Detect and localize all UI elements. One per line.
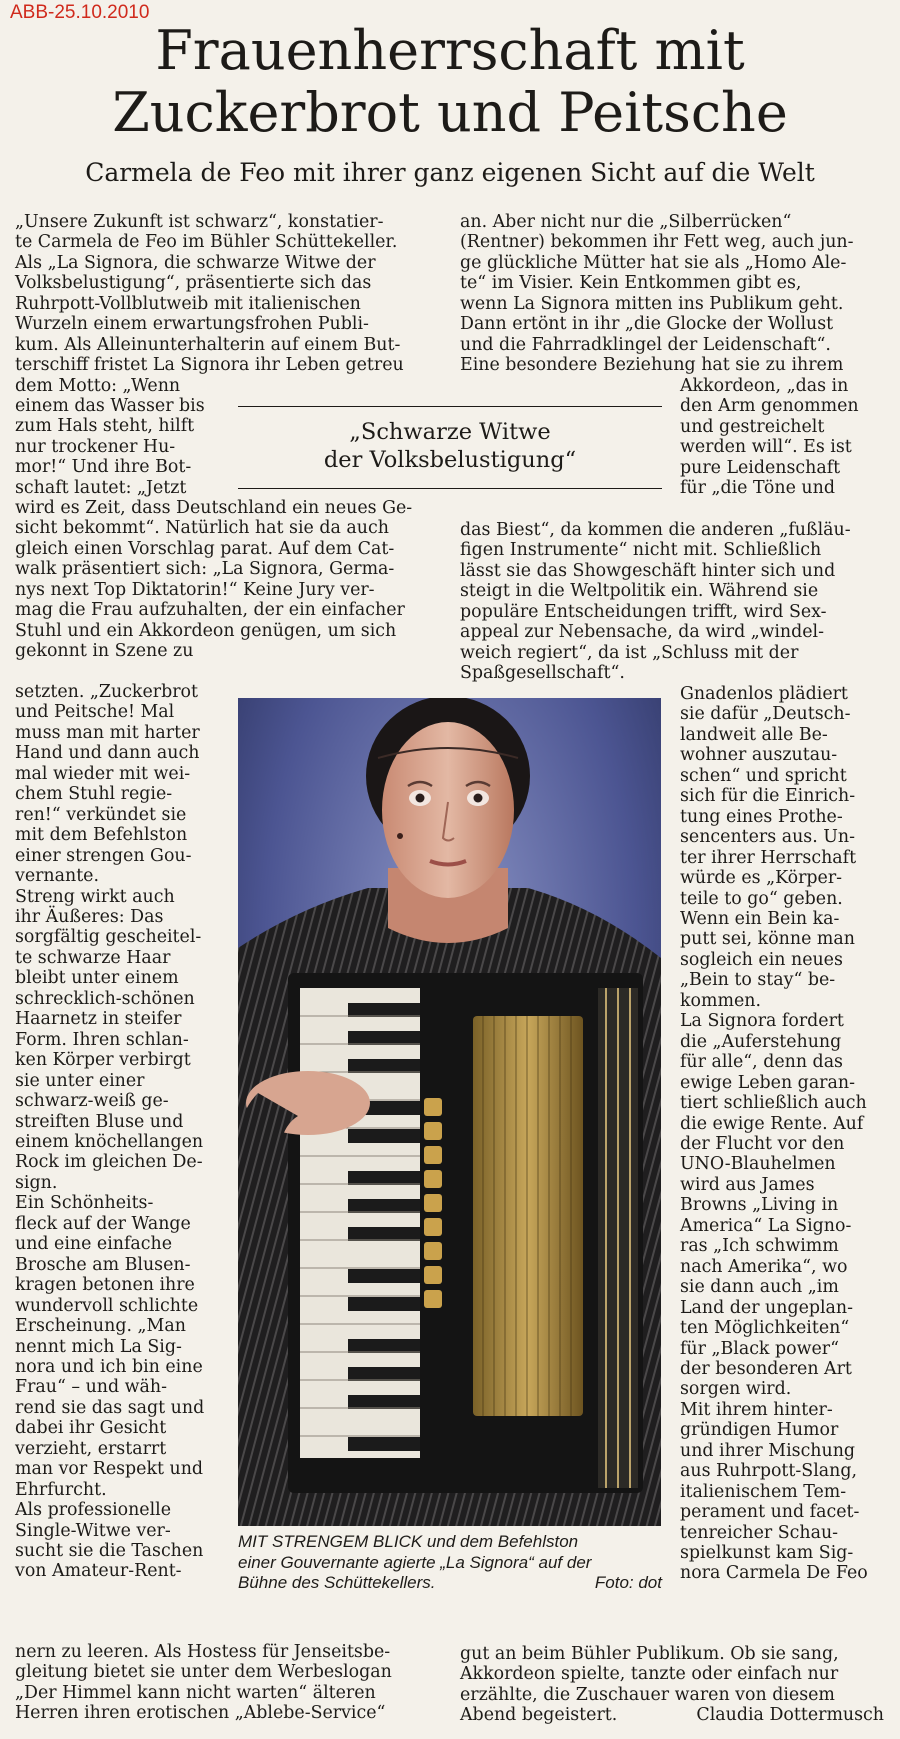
right-column-narrow-1: Akkordeon, „das in den Arm genommen und gestreichelt werden will“. Es ist pure Leidenschaft für „die Töne und	[680, 376, 859, 499]
right-column-wide: das Biest“, da kommen die anderen „fußläu- figen Instrumente“ nicht mit. Schließlich lässt sie das Showgeschäft hinter sich und steigt in die Weltpolitik ein. Während sie populäre Entscheidungen trifft, wird Sex- appeal zur Nebensache, da wird „windel- weich regiert“, da ist „Schluss mit der Spaßgesellschaft“.	[460, 520, 851, 684]
headline-line-1: Frauenherrschaft mit	[155, 19, 745, 82]
caption-line-1: MIT STRENGEM BLICK und dem Befehlston	[238, 1532, 579, 1551]
caption-line-2: einer Gouvernante agierte „La Signora“ auf der	[238, 1552, 592, 1572]
headline	[0, 20, 900, 144]
pullquote-rule-bottom	[238, 488, 662, 489]
left-column-wide: wird es Zeit, dass Deutschland ein neues Ge- sicht bekommt“. Natürlich hat sie da auch gleich einen Vorschlag parat. Auf dem Cat- walk präsentiert sich: „La Signora, Germa- nys next Top Diktatorin!“ Keine Jury ver- mag die Frau aufzuhalten, der ein einfacher Stuhl und ein Akkordeon genügen, um sich gekonnt in Szene zu	[15, 498, 413, 662]
right-column-narrow-2: Gnadenlos plädiert sie dafür „Deutsch- landweit alle Be- wohner auszutau- schen“ und spricht sich für die Einrich- tung eines Prothe- sencenters aus. Un- ter ihrer Herrschaft würde es „Körper- teile to go“ geben. Wenn ein Bein ka- putt sei, könne man sogleich ein neues „Bein to stay“ be- kommen. La Signora fordert die „Auferstehung für alle“, denn das ewige Leben garan- tiert schließlich auch die ewige Rente. Auf der Flucht vor den UNO-Blauhelmen wird aus James Browns „Living in America“ La Signo- ras „Ich schwimm nach Amerika“, wo sie dann auch „im Land der ungeplan- ten Möglichkeiten“ für „Black power“ der besonderen Art sorgen wird. Mit ihrem hinter- gründigen Humor und ihrer Mischung aus Ruhrpott-Slang, italienischem Tem- perament und facet- tenreicher Schau- spielkunst kam Sig- nora Carmela De Feo	[680, 684, 868, 1584]
pullquote-rule-top	[238, 406, 662, 407]
date-stamp: ABB-25.10.2010	[10, 2, 150, 23]
caption-line-3	[238, 1573, 662, 1594]
left-column-narrow-2: setzten. „Zuckerbrot und Peitsche! Mal muss man mit harter Hand und dann auch mal wieder mit wei- chem Stuhl regie- ren!“ verkündet sie mit dem Befehlston einer strengen Gou- vernante. Streng wirkt auch ihr Äußeres: Das sorgfältig gescheitel- te schwarze Haar bleibt unter einem schrecklich-schönen Haarnetz in steifer Form. Ihren schlan- ken Körper verbirgt sie unter einer schwarz-weiß ge- streiften Bluse und einem knöchellangen Rock im gleichen De- sign. Ein Schönheits- fleck auf der Wange und eine einfache Brosche am Blusen- kragen betonen ihre wundervoll schlichte Erscheinung. „Man nennt mich La Sig- nora und ich bin eine Frau“ – und wäh- rend sie das sagt und dabei ihr Gesicht verzieht, erstarrt man vor Respekt und Ehrfurcht. Als professionelle Single-Witwe ver- sucht sie die Taschen von Amateur-Rent-	[15, 682, 205, 1582]
right-column-top: an. Aber nicht nur die „Silberrücken“ (Rentner) bekommen ihr Fett weg, auch jun- ge glückliche Mütter hat sie als „Homo Ale- te“ im Visier. Kein Entkommen gibt es, wenn La Signora mitten ins Publikum geht. Dann ertönt in ihr „die Glocke der Wollust und die Fahrradklingel der Leidenschaft“. Eine besondere Beziehung hat sie zu ihrem	[460, 212, 854, 376]
pullquote-line-2: der Volksbelustigung“	[323, 447, 577, 473]
subheadline: Carmela de Feo mit ihrer ganz eigenen Sicht auf die Welt	[85, 158, 815, 187]
left-column-bottom: nern zu leeren. Als Hostess für Jenseitsbe- gleitung bietet sie unter dem Werbeslogan „Der Himmel kann nicht warten“ älteren Herren ihren erotischen „Ablebe-Service“	[15, 1642, 392, 1724]
byline: Claudia Dottermusch	[696, 1705, 884, 1725]
photo-credit: Foto: dot	[594, 1573, 662, 1592]
accordion-player-photo	[238, 698, 661, 1526]
photo	[238, 698, 661, 1526]
right-column-bottom: gut an beim Bühler Publikum. Ob sie sang, Akkordeon spielte, tanzte oder einfach nur erzählte, die Zuschauer waren von diesem Abend begeistert.	[460, 1644, 839, 1726]
caption-text-end: Bühne des Schüttekellers.	[238, 1573, 436, 1592]
left-column-top: „Unsere Zukunft ist schwarz“, konstatier- te Carmela de Feo im Bühler Schüttekeller. Als „La Signora, die schwarze Witwe der Volksbelustigung“, präsentierte sich das Ruhrpott-Vollblutweib mit italienischen Wurzeln einem erwartungsfrohen Publi- kum. Als Alleinunterhalterin auf einem But- terschiff fristet La Signora ihr Leben getreu dem Motto: „Wenn	[15, 212, 404, 396]
left-column-narrow-1: einem das Wasser bis zum Hals steht, hilft nur trockener Hu- mor!“ Und ihre Bot- schaft lautet: „Jetzt	[15, 396, 205, 498]
photo-caption	[238, 1532, 662, 1594]
headline-line-2: Zuckerbrot und Peitsche	[112, 81, 788, 144]
pullquote	[238, 418, 662, 474]
pullquote-line-1: „Schwarze Witwe	[349, 419, 551, 445]
